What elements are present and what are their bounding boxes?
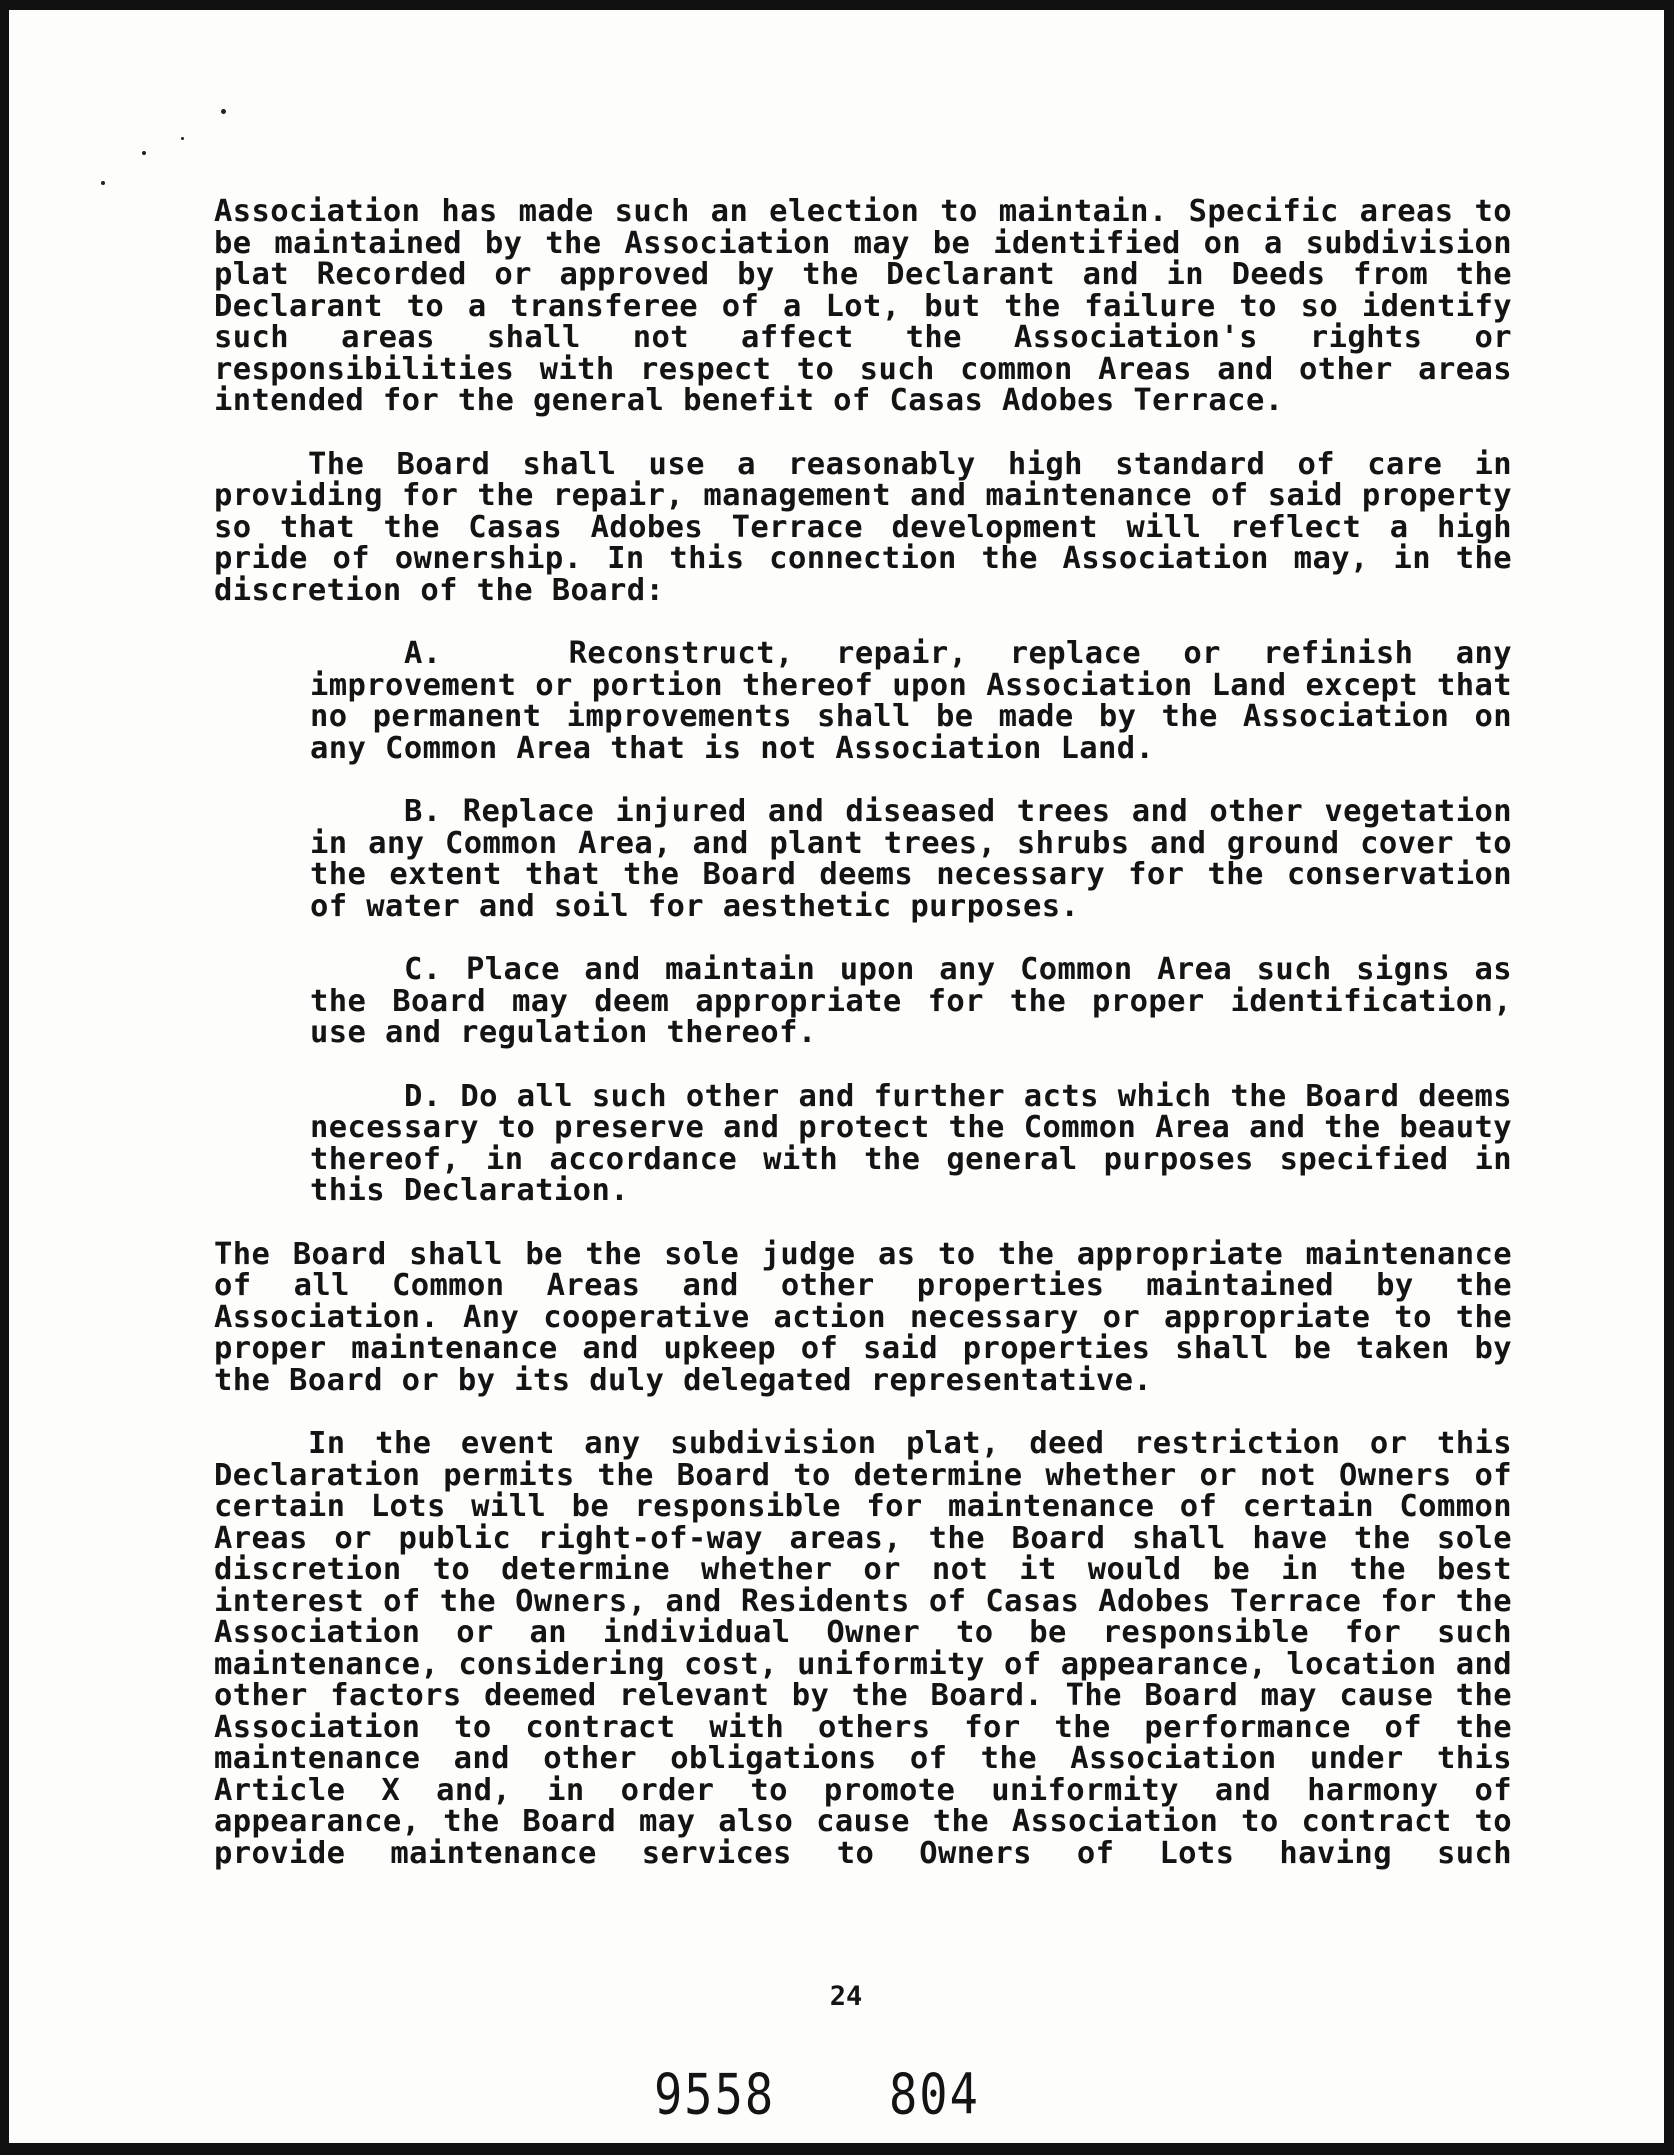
list-item-a (310, 638, 1512, 764)
scan-speck (181, 137, 184, 140)
paragraph-board-sole-judge: The Board shall be the sole judge as to the appropriate maintenance of all Common Areas and other properties maintained by the Association. Any cooperative action necessary or appropriate to the proper maintenance and upkeep of said properties shall be taken by the Board or by its duly delegated representative. (214, 1236, 1512, 1398)
list-item-text: Place and maintain upon any Common Area such signs as the Board may deem appropriate for the proper identification, use and regulation thereof. (310, 952, 1512, 1050)
list-item-b (310, 796, 1512, 922)
paragraph-subdivision-plat: In the event any subdivision plat, deed restriction or this Declaration permits the Board to determine whether or not Owners of certain Lots will be responsible for maintenance of certain Common Areas or public right-of-way areas, the Board shall have the sole discretion to determine whether or not it would be in the best interest of the Owners, and Residents of Casas Adobes Terrace for the Association or an individual Owner to be responsible for such maintenance, considering cost, uniformity of appearance, location and other factors deemed relevant by the Board. The Board may cause the Association to contract with others for the performance of the maintenance and other obligations of the Association under this Article X and, in order to promote uniformity and harmony of appearance, the Board may also cause the Association to contract to provide maintenance services to Owners of Lots having such (214, 1426, 1512, 1871)
scan-speck (142, 151, 146, 155)
paragraph-association-election: Association has made such an election to maintain. Specific areas to be maintained by the Association may be identified on a subdivision plat Recorded or approved by the Declarant and in Deeds from the Declarant to a transferee of a Lot, but the failure to so identify such areas shall not affect the Association's rights or responsibilities with respect to such common Areas and other areas intended for the general benefit of Casas Adobes Terrace. (214, 194, 1512, 418)
list-item-c (310, 954, 1512, 1049)
scan-speck (221, 109, 226, 114)
scan-speck (101, 181, 105, 185)
list-item-label: D. (404, 1078, 442, 1114)
list-item-label: B. (404, 794, 442, 829)
document-code-right: 804 (889, 2062, 980, 2128)
list-item-text: Replace injured and diseased trees and other vegetation in any Common Area, and plant trees, shrubs and ground cover to the extent that the Board deems necessary for the conservation of water and soil for aesthetic purposes. (310, 794, 1512, 924)
document-body (214, 196, 1512, 1901)
paragraph-board-standard-of-care: The Board shall use a reasonably high standard of care in providing for the repair, management and maintenance of said property so that the Casas Adobes Terrace development will reflect a high pride of ownership. In this connection the Association may, in the discretion of the Board: (214, 446, 1512, 608)
list-item-label: A. (404, 636, 442, 671)
list-item-text: Reconstruct, repair, replace or refinish any improvement or portion thereof upon Association Land except that no permanent improvements shall be made by the Association on any Common Area that is not Association Land. (310, 636, 1512, 766)
list-item-label: C. (404, 952, 442, 987)
list-item-d (310, 1078, 1513, 1208)
document-code-left: 9558 (654, 2062, 776, 2128)
page-number: 24 (829, 1981, 863, 2012)
list-item-text: Do all such other and further acts which the Board deems necessary to preserve and protect the Common Area and the beauty thereof, in accordance with the general purposes specified in this Declaration. (310, 1078, 1513, 1208)
